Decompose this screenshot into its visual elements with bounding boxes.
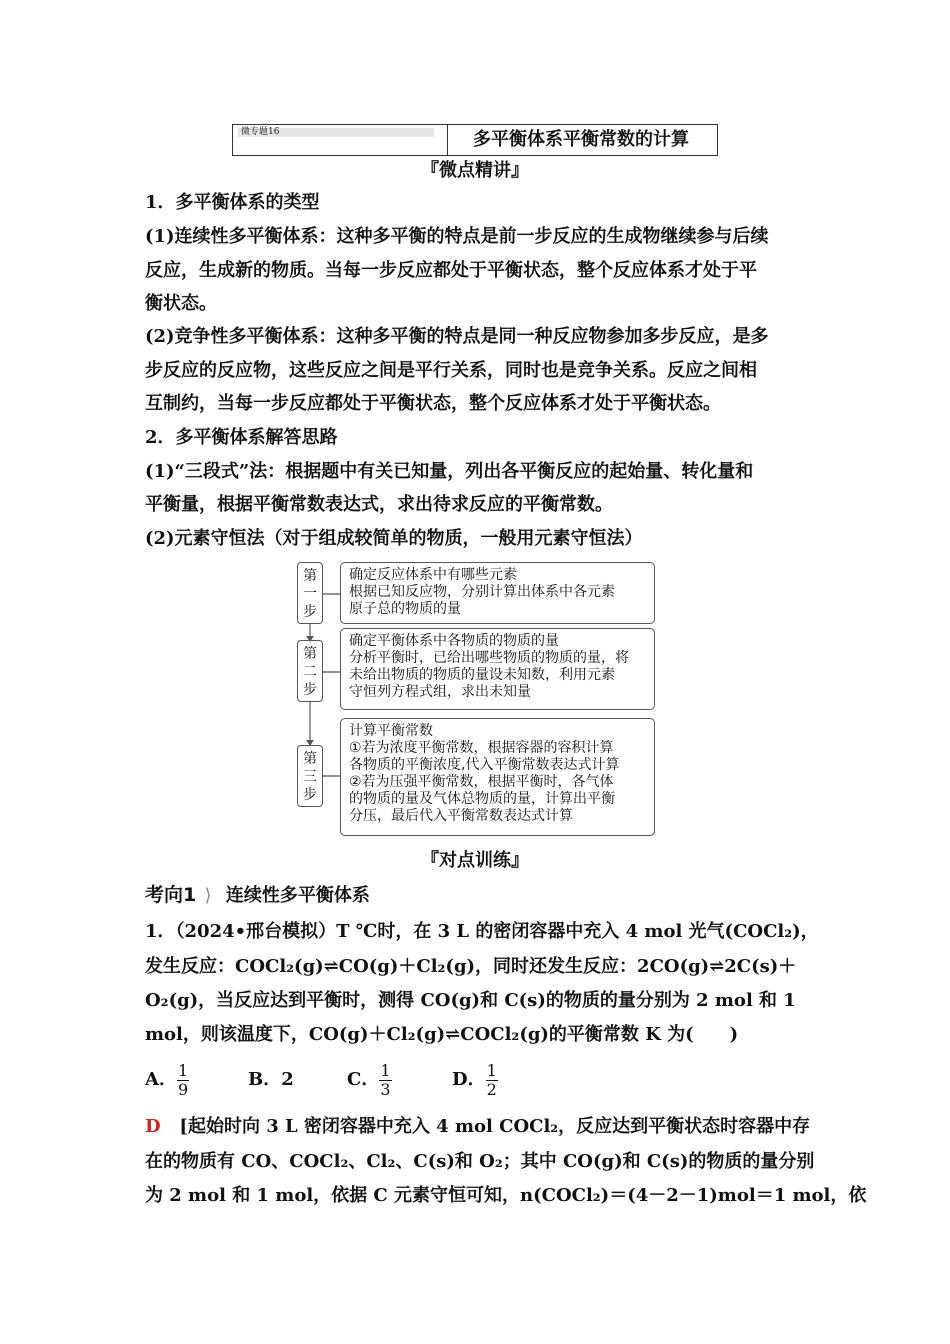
paragraph-line: (1)“三段式”法：根据题中有关已知量，列出各平衡反应的起始量、转化量和 bbox=[145, 461, 754, 482]
paragraph-line: 平衡量，根据平衡常数表达式，求出待求反应的平衡常数。 bbox=[145, 494, 613, 515]
question-line: O₂(g)，当反应达到平衡时，测得 CO(g)和 C(s)的物质的量分别为 2 mol 和 1 bbox=[145, 990, 796, 1011]
flow-step-2-label bbox=[297, 640, 323, 702]
answer-text: [起始时向 3 L 密闭容器中充入 4 mol COCl₂，反应达到平衡状态时容器中存 bbox=[179, 1116, 811, 1137]
flow-line: 原子总的物质的量 bbox=[349, 601, 461, 617]
flow-line: ①若为浓度平衡常数，根据容器的容积计算 bbox=[349, 740, 614, 756]
paragraph-line: (1)连续性多平衡体系：这种多平衡的特点是前一步反应的生成物继续参与后续 bbox=[145, 226, 769, 247]
brace-icon: ⟩ bbox=[204, 885, 212, 906]
flow-line: 守恒列方程式组，求出未知量 bbox=[349, 684, 531, 700]
heading-approach: 2．多平衡体系解答思路 bbox=[145, 427, 338, 448]
paragraph-line: 步反应的反应物，这些反应之间是平行关系，同时也是竞争关系。反应之间相 bbox=[145, 360, 757, 381]
flow-line: 确定平衡体系中各物质的物质的量 bbox=[349, 633, 559, 649]
topic-tag: 微专题16 bbox=[238, 128, 434, 137]
paragraph-line: 衡状态。 bbox=[145, 293, 217, 314]
option-label: A． bbox=[145, 1069, 177, 1090]
option-label: C． bbox=[347, 1069, 380, 1090]
step-label-text: 第三步 bbox=[303, 751, 317, 803]
flow-line: 根据已知反应物，分别计算出体系中各元素 bbox=[349, 584, 615, 600]
heading-types: 1．多平衡体系的类型 bbox=[145, 192, 320, 213]
section-heading-explain: 『微点精讲』 bbox=[421, 160, 529, 181]
option-c[interactable] bbox=[347, 1058, 392, 1102]
option-fraction: $\frac{1}{3}$ bbox=[380, 1060, 391, 1099]
paragraph-line: 反应，生成新的物质。当每一步反应都处于平衡状态，整个反应体系才处于平 bbox=[145, 260, 757, 281]
option-label: D． bbox=[452, 1069, 486, 1090]
flow-step-3-box bbox=[340, 718, 655, 836]
option-value: 2 bbox=[281, 1069, 294, 1090]
paragraph-line: 互制约，当每一步反应都处于平衡状态，整个反应体系才处于平衡状态。 bbox=[145, 393, 721, 414]
page-title: 多平衡体系平衡常数的计算 bbox=[473, 129, 689, 150]
answer-line: 在的物质有 CO、COCl₂、Cl₂、C(s)和 O₂；其中 CO(g)和 C(s)的物质的量分别 bbox=[145, 1151, 815, 1172]
paragraph-line: (2)元素守恒法（对于组成较简单的物质，一般用元素守恒法） bbox=[145, 528, 643, 549]
answer-line: 为 2 mol 和 1 mol，依据 C 元素守恒可知，n(COCl₂)＝(4－2－1)mol＝1 mol，依 bbox=[145, 1185, 867, 1206]
flow-line: 分析平衡时，已给出哪些物质的物质的量，将 bbox=[349, 650, 629, 666]
flow-line: 分压，最后代入平衡常数表达式计算 bbox=[349, 808, 573, 824]
topic-direction-label: 考向1 bbox=[145, 884, 197, 906]
paragraph-line: (2)竞争性多平衡体系：这种多平衡的特点是同一种反应物参加多步反应，是多 bbox=[145, 326, 769, 347]
flow-step-1-label bbox=[297, 562, 323, 624]
option-label: B． bbox=[248, 1069, 282, 1090]
option-a[interactable] bbox=[145, 1058, 189, 1102]
topic-direction-title: 连续性多平衡体系 bbox=[225, 885, 370, 906]
flow-step-2-box bbox=[340, 628, 655, 710]
flow-line: 计算平衡常数 bbox=[349, 723, 433, 739]
question-line: 发生反应：COCl₂(g)⇌CO(g)＋Cl₂(g)，同时还发生反应：2CO(g)⇌2C(s)＋ bbox=[145, 956, 797, 977]
step-label-text: 第二步 bbox=[303, 646, 317, 698]
option-d[interactable] bbox=[452, 1058, 498, 1102]
flow-line: 的物质的量及气体总物质的量，计算出平衡 bbox=[349, 791, 615, 807]
answer-letter: D bbox=[145, 1116, 161, 1137]
section-heading-practice: 『对点训练』 bbox=[421, 850, 529, 871]
step-label-text: 第一步 bbox=[303, 568, 317, 620]
topic-direction bbox=[145, 880, 370, 907]
flow-line: 各物质的平衡浓度,代入平衡常数表达式计算 bbox=[349, 757, 620, 773]
flow-step-3-label bbox=[297, 745, 323, 807]
question-line: mol，则该温度下，CO(g)＋Cl₂(g)⇌COCl₂(g)的平衡常数 K 为( ) bbox=[145, 1024, 739, 1045]
header-tag-area bbox=[233, 125, 448, 155]
header-box bbox=[232, 124, 718, 156]
answer-line bbox=[145, 1110, 809, 1143]
flow-line: 未给出物质的物质的量设未知数，利用元素 bbox=[349, 667, 615, 683]
flow-line: 确定反应体系中有哪些元素 bbox=[349, 567, 517, 583]
flow-step-1-box bbox=[340, 562, 655, 624]
option-fraction: $\frac{1}{2}$ bbox=[486, 1060, 497, 1099]
question-line: 1．（2024•邢台模拟）T ℃时，在 3 L 的密闭容器中充入 4 mol 光气(COCl₂)， bbox=[145, 921, 819, 942]
option-b[interactable] bbox=[248, 1058, 294, 1102]
option-fraction: $\frac{1}{9}$ bbox=[177, 1060, 189, 1099]
flow-line: ②若为压强平衡常数，根据平衡时，各气体 bbox=[349, 774, 614, 790]
